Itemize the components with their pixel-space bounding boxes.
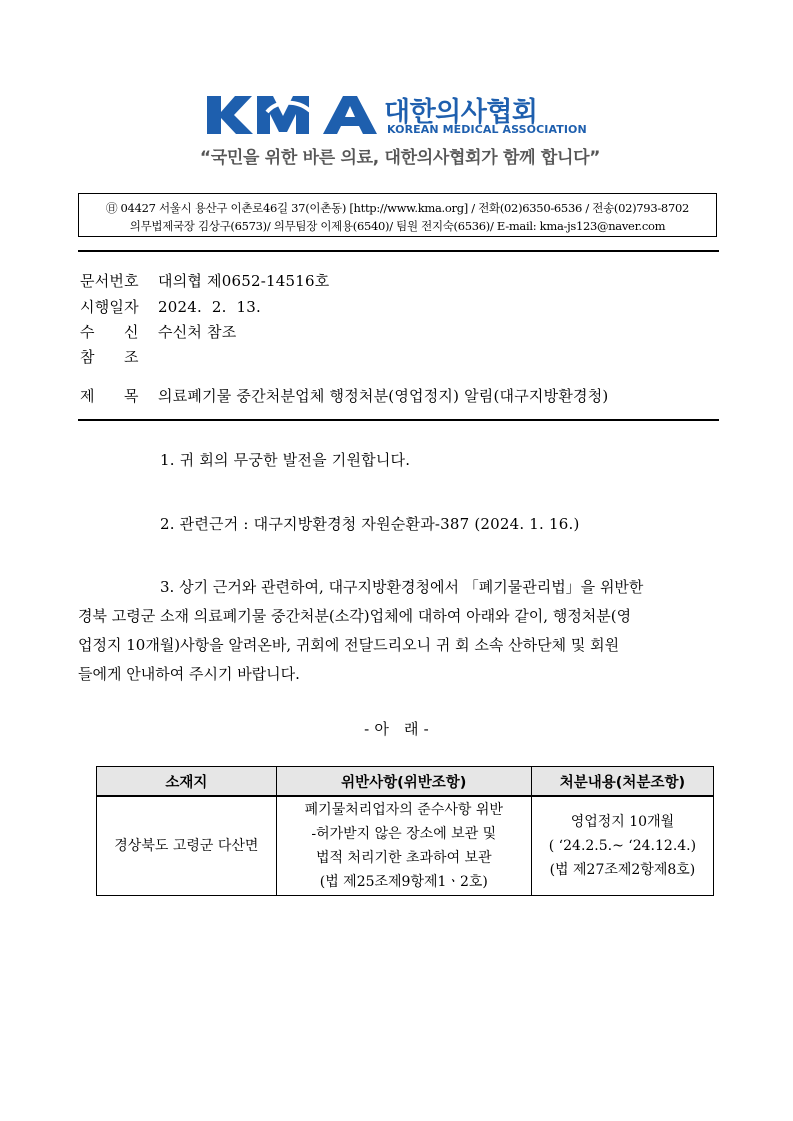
recipient-label-1: 수: [80, 323, 95, 341]
doc-no-label: 문서번호: [80, 272, 139, 290]
contact-address-line: ㊐ 04427 서울시 용산구 이촌로46길 37(이촌동) [http://www.kma.org] / 전화(02)6350-6536 / 전송(02)793-8702: [105, 201, 689, 215]
meta-reference: [80, 346, 158, 367]
meta-date: [80, 296, 261, 317]
header-divider: [78, 250, 719, 252]
cell-disposition: [531, 796, 713, 896]
th-disposition: 처분내용(처분조항): [531, 767, 713, 797]
disposition-table: [96, 766, 714, 896]
contact-box: [78, 193, 717, 237]
disposition-line-3: (법 제27조제2항제8호): [549, 862, 696, 878]
slogan: “국민을 위한 바른 의료, 대한의사협회가 함께 합니다”: [199, 148, 601, 168]
kma-logo-mark: [205, 90, 383, 140]
contact-staff-line: 의무법제국장 김상구(6573)/ 의무팀장 이제용(6540)/ 팀원 전지숙(6536)/ E-mail: kma-js123@naver.com: [129, 219, 666, 233]
cell-violation: [276, 796, 531, 896]
reference-label-1: 참: [80, 348, 95, 366]
paragraph-3-line-4: 들에게 안내하여 주시기 바랍니다.: [78, 665, 300, 683]
subject-divider: [78, 419, 719, 421]
th-location: 소재지: [97, 767, 277, 797]
recipient-label-2: 신: [124, 323, 139, 341]
subject-value: 의료폐기물 중간처분업체 행정처분(영업정지) 알림(대구지방환경청): [158, 387, 609, 405]
meta-doc-no: [80, 270, 329, 291]
cell-location: 경상북도 고령군 다산면: [97, 796, 277, 896]
paragraph-3-line-1: 3. 상기 근거와 관련하여, 대구지방환경청에서 「폐기물관리법」을 위반한: [160, 578, 644, 596]
ahrae-heading: - 아 래 -: [364, 720, 429, 738]
paragraph-3-line-2: 경북 고령군 소재 의료폐기물 중간처분(소각)업체에 대하여 아래와 같이, 행정처분(영: [78, 607, 632, 625]
disposition-line-2: ( ‘24.2.5.~ ‘24.12.4.): [548, 838, 697, 854]
org-name-en: KOREAN MEDICAL ASSOCIATION: [387, 123, 587, 136]
recipient-value: 수신처 참조: [158, 323, 237, 341]
paragraph-3: [78, 573, 718, 689]
paragraph-3-line-3: 업정지 10개월)사항을 알려온바, 귀회에 전달드리오니 귀 회 소속 산하단체 및 회원: [78, 636, 620, 654]
doc-no-value: 대의협 제0652-14516호: [158, 272, 330, 290]
meta-recipient: [80, 321, 236, 342]
violation-line-4: (법 제25조제9항제1ㆍ2호): [319, 874, 488, 890]
org-name-ko: 대한의사협회: [384, 97, 538, 128]
table-header-row: [97, 767, 714, 797]
paragraph-1: 1. 귀 회의 무궁한 발전을 기원합니다.: [160, 451, 411, 469]
paragraph-2: 2. 관련근거 : 대구지방환경청 자원순환과-387 (2024. 1. 16.): [160, 515, 580, 533]
disposition-line-1: 영업정지 10개월: [570, 814, 675, 830]
subject-label-1: 제: [80, 387, 95, 405]
violation-line-2: -허가받지 않은 장소에 보관 및: [311, 826, 497, 842]
date-value: 2024. 2. 13.: [158, 298, 261, 316]
table-row: [97, 796, 714, 896]
date-label: 시행일자: [80, 298, 139, 316]
subject-label-2: 목: [124, 387, 139, 405]
th-violation: 위반사항(위반조항): [276, 767, 531, 797]
violation-line-3: 법적 처리기한 초과하여 보관: [315, 850, 492, 866]
violation-line-1: 폐기물처리업자의 준수사항 위반: [304, 802, 503, 818]
meta-subject: [80, 385, 608, 406]
reference-label-2: 조: [124, 348, 139, 366]
